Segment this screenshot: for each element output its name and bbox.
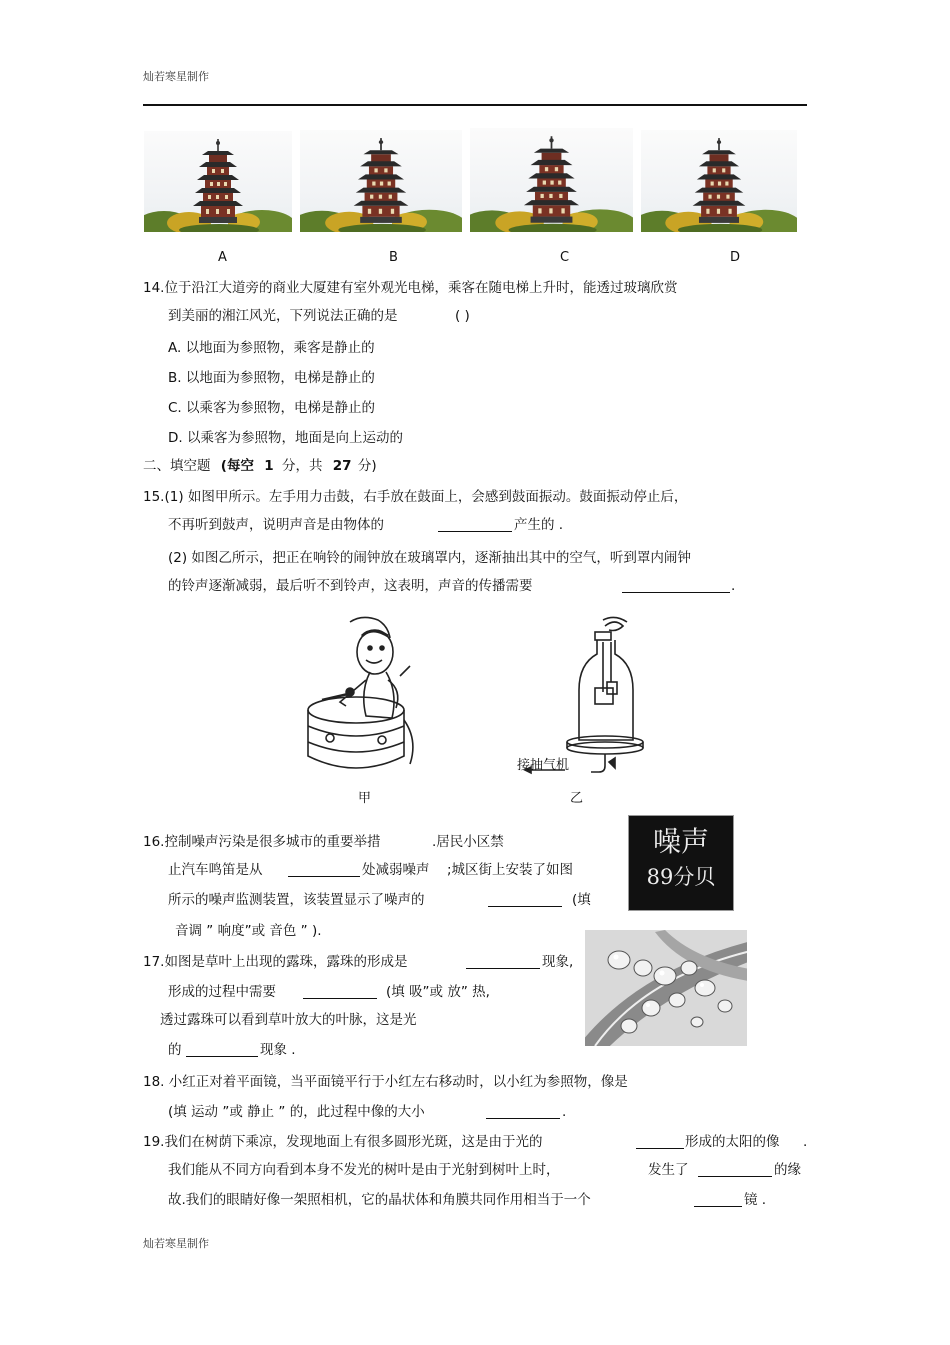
fig-jia-label: 甲 [358,791,372,806]
q19-line2a: 我们能从不同方向看到本身不发光的树叶是由于光射到树叶上时， [168,1162,560,1178]
q17-blank-1[interactable] [466,954,540,969]
drum-figure [300,610,425,790]
q14-option-d: D. 以乘客为参照物，地面是向上运动的 [168,430,403,446]
q14-line2: 到美丽的湘江风光，下列说法正确的是 [168,308,398,324]
q15-p1-line2a: 不再听到鼓声，说明声音是由物体的 [168,517,384,533]
q17-line2b: (填 吸”或 放” 热, [386,984,490,1000]
q18-line2a: (填 运动 ”或 静止 ” 的，此过程中像的大小 [168,1104,425,1120]
pagoda-photo-d [641,130,797,232]
q17-line1a: 17.如图是草叶上出现的露珠，露珠的形成是 [143,954,408,970]
option-label-b: B [389,250,398,265]
pagoda-image-c [470,128,633,232]
q17-line2a: 形成的过程中需要 [168,984,276,1000]
q16-line1b: .居民小区禁 [432,834,504,850]
q15-p2-line1: (2) 如图乙所示，把正在响铃的闹钟放在玻璃罩内，逐渐抽出其中的空气，听到罩内闹钟 [168,550,691,566]
fig-yi-label: 乙 [570,791,584,806]
option-label-d: D [730,250,741,265]
q16-blank-2[interactable] [488,892,562,907]
q16-line2c: ;城区街上安装了如图 [447,862,574,878]
q16-line2a: 止汽车鸣笛是从 [168,862,263,878]
pagoda-photo-b [300,130,462,232]
noise-display-value: 89分贝 [646,865,716,889]
q19-line3b: 镜 . [744,1192,767,1208]
q14-option-a: A. 以地面为参照物，乘客是静止的 [168,340,375,356]
q18-blank[interactable] [486,1104,560,1119]
q17-line4a: 的 [168,1042,182,1058]
q17-blank-2[interactable] [303,984,377,999]
pagoda-photo-a [144,131,292,232]
pagoda-image-d [641,130,797,232]
pump-label: 接抽气机 [517,758,570,773]
pagoda-photo-c [470,128,633,232]
q15-blank-2[interactable] [622,578,730,593]
q14-option-b: B. 以地面为参照物，电梯是静止的 [168,370,375,386]
q15-p1-line1: 15.(1) 如图甲所示。左手用力击鼓，右手放在鼓面上，会感到鼓面振动。鼓面振动停止后， [143,489,688,505]
noise-monitor-display [628,815,734,911]
q16-blank-1[interactable] [288,862,360,877]
q17-line4b: 现象 . [260,1042,296,1058]
q19-line1b: 形成的太阳的像 [685,1134,780,1150]
q15-p2-line2b: . [731,578,736,594]
option-label-a: A [218,250,227,265]
q16-line4: 音调 ” 响度”或 音色 ” ). [175,923,322,939]
q16-line1a: 16.控制噪声污染是很多城市的重要举措 [143,834,381,850]
q19-line3a: 故.我们的眼睛好像一架照相机，它的晶状体和角膜共同作用相当于一个 [168,1192,591,1208]
header-rule [143,104,807,106]
q14-line1: 14.位于沿江大道旁的商业大厦建有室外观光电梯，乘客在随电梯上升时，能透过玻璃欣赏 [143,280,678,296]
q15-p1-line2b: 产生的 . [514,517,564,533]
q15-p2-line2a: 的铃声逐渐减弱，最后听不到铃声，这表明，声音的传播需要 [168,578,533,594]
dew-leaf-photo [585,930,747,1046]
header-maker: 灿若寒星制作 [143,70,209,83]
pagoda-image-a [144,131,292,232]
q19-line1c: . [803,1134,808,1150]
q16-line2b: 处减弱噪声 [362,862,430,878]
q18-line1: 18. 小红正对着平面镜，当平面镜平行于小红左右移动时，以小红为参照物，像是 [143,1074,628,1090]
q16-line3a: 所示的噪声监测装置，该装置显示了噪声的 [168,892,425,908]
q18-line2b: . [562,1104,567,1120]
q19-line1a: 19.我们在树荫下乘凉，发现地面上有很多圆形光斑，这是由于光的 [143,1134,543,1150]
pagoda-image-b [300,130,462,232]
q19-line2b: 发生了 [648,1162,689,1178]
option-label-c: C [560,250,570,265]
q17-line3: 透过露珠可以看到草叶放大的叶脉，这是光 [160,1012,417,1028]
q17-line1b: 现象, [542,954,574,970]
q19-blank-1[interactable] [636,1134,684,1149]
q14-bracket: ( ) [455,308,470,324]
q16-line3b: (填 [572,892,591,908]
q19-line2c: 的缘 [774,1162,801,1178]
footer-maker: 灿若寒星制作 [143,1237,209,1250]
q14-option-c: C. 以乘客为参照物，电梯是静止的 [168,400,376,416]
q15-blank-1[interactable] [438,517,512,532]
q19-blank-3[interactable] [694,1192,742,1207]
noise-display-title: 噪声 [652,825,709,858]
q17-blank-3[interactable] [186,1042,258,1057]
section2-title: 二、填空题 (每空 1 分，共 27 分) [143,458,377,474]
q19-blank-2[interactable] [698,1162,772,1177]
